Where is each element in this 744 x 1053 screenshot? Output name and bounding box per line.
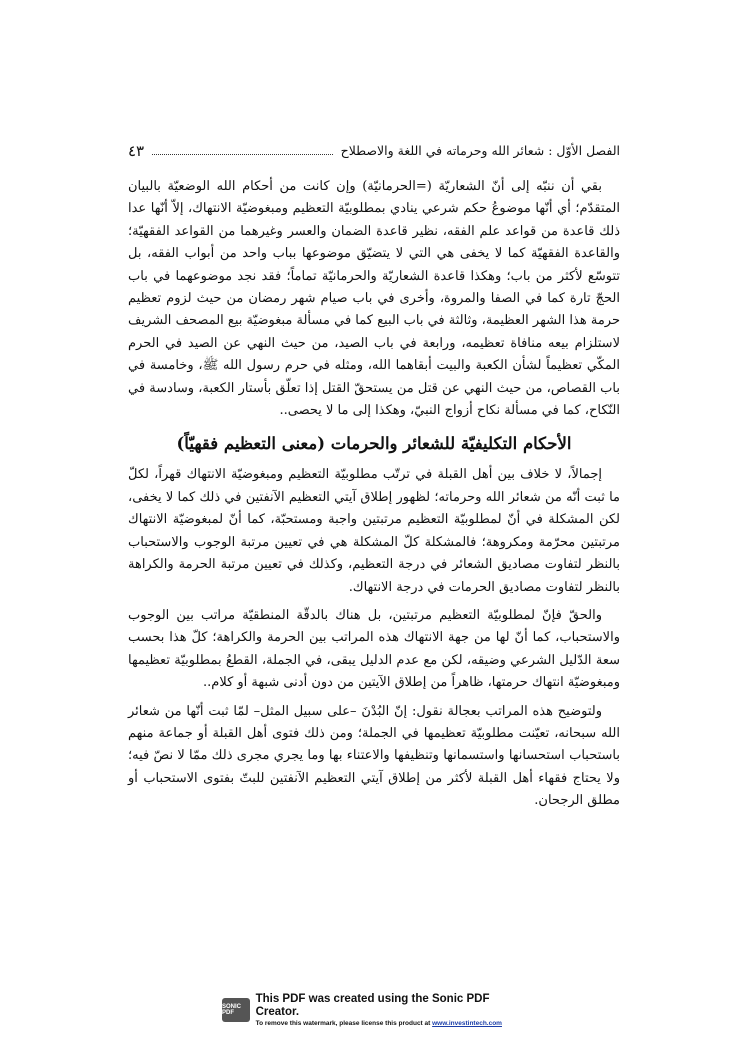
page-number: ٤٣ <box>128 142 145 160</box>
watermark-line-2 <box>256 1019 532 1028</box>
header-title: الفصل الأوّل : شعائر الله وحرماته في اللغة والاصطلاح <box>340 143 620 158</box>
page-body <box>128 176 620 813</box>
paragraph-1: بقي أن ننبّه إلى أنّ الشعاريّة (=الحرمانيّة) وإن كانت من أحكام الله الوضعيّة بالبيان المتقدّم؛ أي أنّها موضوعُ حكم شرعي ينادي بمطلوبيّة التعظيم ومبغوضيّة الانتهاك، إلاّ أنّها عدا ذلك قاعدة من قواعد علم الفقه، نظير قاعدة الضمان والعسر وغيرهما من القواعد الفقهيّة؛ والقاعدة الفقهيّة كما لا يخفى هي التي لا يتضيّق موضوعها بباب واحد من أبواب الفقه، بل تتوسّع لأكثر من باب؛ وهكذا قاعدة الشعاريّة والحرمانيّة تماماً؛ فقد نجد موضوعهما في باب الحجّ تارة كما في الصفا والمروة، وأخرى في باب صيام شهر رمضان من حيث لزوم تعظيم حرمة هذا الشهر العظيمة، وثالثة في باب البيع كما في مسألة مبغوضيّة بيع المصحف الشريف لاستلزام بيعه منافاة تعظيمه، ورابعة في باب الصيد، من حيث النهي عن الصيد في الحرم المكّي تعظيماً لشأن الكعبة والبيت أبقاهما الله، ومثله في حرم رسول الله ﷺ، وخامسة في باب القصاص، من حيث النهي عن قتل من يستحقّ القتل إذا تعلّق بأستار الكعبة، وسادسة في النّكاح، كما في مسألة نكاح أزواج النبيّ، وهكذا إلى ما لا يحصى.. <box>128 179 620 419</box>
sonic-pdf-logo-icon: SONIC PDF <box>222 998 250 1022</box>
paragraph-4: ولتوضيح هذه المراتب بعجالة نقول: إنّ البُدْنَ –على سبيل المثل– لمّا ثبت أنّها من شعائر الله سبحانه، تعيّنت مطلوبيّة تعظيمها في الجملة؛ ومن ذلك فتوى أهل القبلة أو جماعة منهم باستحباب استحسانها واستسمانها وتنظيفها والاعتناء بها وما يجري مجرى ذلك ممّا لا نصّ فيه؛ ولا يحتاج فقهاء أهل القبلة لأكثر من إطلاق آيتي التعظيم الآنفتين للبتّ بفتوى الاستحباب أو مطلق الرجحان. <box>128 703 620 809</box>
header-dot-leader <box>152 153 333 155</box>
paragraph-3: والحقّ فإنّ لمطلوبيّة التعظيم مرتبتين، بل هناك بالدقّة المنطقيّة مراتب بين الوجوب والاستحباب، كما أنّ لها من جهة الانتهاك هذه المراتب بين الحرمة والكراهة؛ كلّ هذا بحسب سعة الدّليل الشرعي وضيقه، لكن مع عدم الدليل يبقى، في الجملة، القطعُ بمطلوبيّة تعظيمها ومبغوضيّة انتهاك حرمتها، ظاهراً من إطلاق الآيتين من دون أدنى شبهة أو كلام.. <box>128 607 620 691</box>
section-heading: الأحكام التكليفيّة للشعائر والحرمات (معنى التعظيم فقهيّاً) <box>176 434 572 454</box>
pdf-watermark <box>222 992 532 1027</box>
watermark-text <box>256 993 532 1028</box>
paragraph-2: إجمالاً، لا خلاف بين أهل القبلة في ترتّب مطلوبيّة التعظيم ومبغوضيّة الانتهاك قهراً، لكلّ ما ثبت أنّه من شعائر الله وحرماته؛ لظهور إطلاق آيتي التعظيم الآنفتين في ذلك كما لا يخفى، لكن المشكلة في أنّ لمطلوبيّة التعظيم مرتبتين واجبة ومستحبّة، كما أنّ لمبغوضيّة الانتهاك مرتبتين محرّمة ومكروهة؛ فالمشكلة كلّ المشكلة هي في تعيين مرتبة الوجوب والاستحباب بالنظر لتفاوت مصاديق الشعائر في درجة التعظيم، وكذلك في تعيين مرتبة الحرمة والكراهة بالنظر لتفاوت مصاديق الحرمات في درجة الانتهاك. <box>128 467 620 595</box>
running-header <box>128 141 620 161</box>
watermark-line-2-prefix: To remove this watermark, please license this product at <box>255 1019 433 1027</box>
watermark-line-1: This PDF was created using the Sonic PDF Creator. <box>255 992 490 1018</box>
watermark-link[interactable]: www.investintech.com <box>432 1019 502 1027</box>
